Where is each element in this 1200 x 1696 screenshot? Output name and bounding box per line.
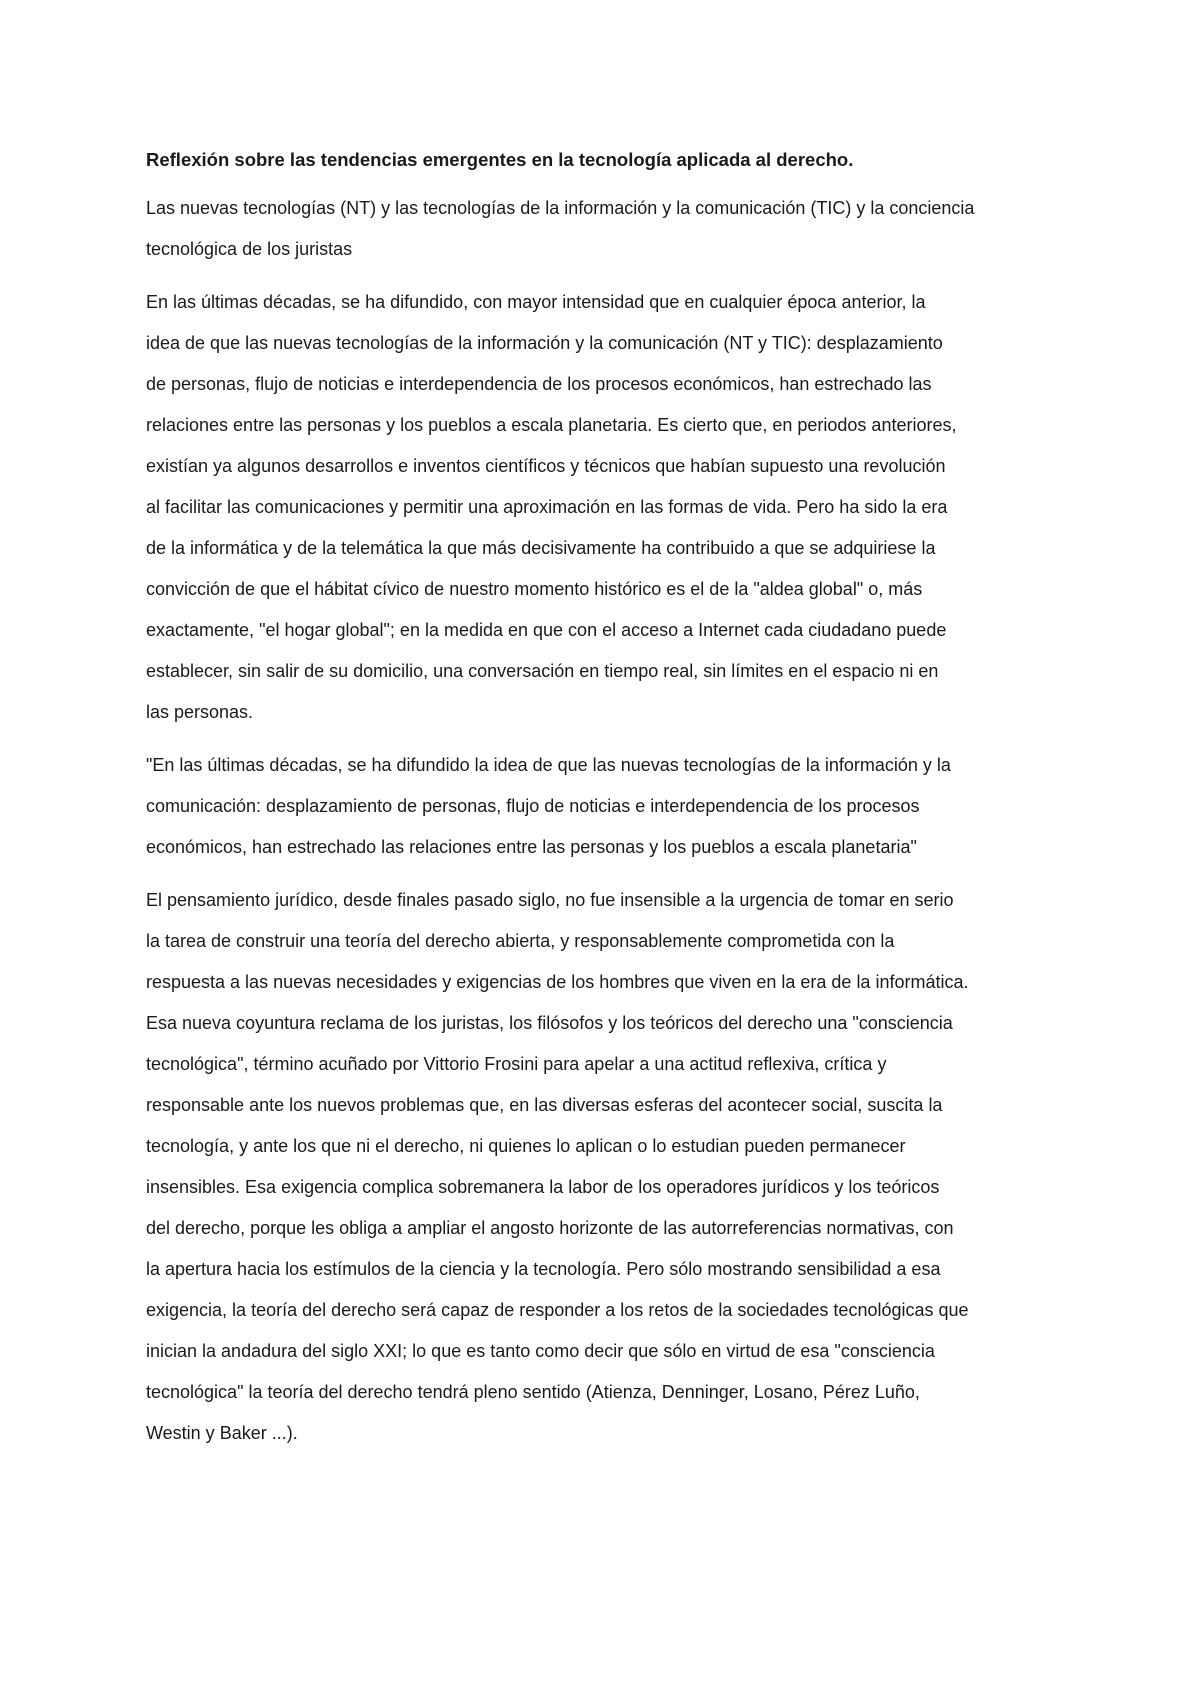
paragraph-line: de la informática y de la telemática la que más decisivamente ha contribuido a que se adquiriese la [146,538,936,558]
paragraph-line: las personas. [146,702,254,722]
paragraph-ultimas-decadas [146,282,1081,733]
paragraph-line: tecnológica de los juristas [146,239,353,259]
paragraph-line: "En las últimas décadas, se ha difundido la idea de que las nuevas tecnologías de la información y la [146,755,951,775]
paragraph-line: existían ya algunos desarrollos e inventos científicos y técnicos que habían supuesto una revolución [146,456,946,476]
paragraph-line: Westin y Baker ...). [146,1423,298,1443]
paragraph-line: tecnológica" la teoría del derecho tendrá pleno sentido (Atienza, Denninger, Losano, Pérez Luño, [146,1382,920,1402]
paragraph-line: exigencia, la teoría del derecho será capaz de responder a los retos de la sociedades tecnológicas que [146,1300,969,1320]
paragraph-line: responsable ante los nuevos problemas que, en las diversas esferas del acontecer social, suscita la [146,1095,943,1115]
paragraph-line: tecnología, y ante los que ni el derecho, ni quienes lo aplican o lo estudian pueden permanecer [146,1136,906,1156]
paragraph-line: relaciones entre las personas y los pueblos a escala planetaria. Es cierto que, en periodos anteriores, [146,415,957,435]
paragraph-quote [146,745,1081,868]
document-title: Reflexión sobre las tendencias emergentes en la tecnología aplicada al derecho. [146,149,854,170]
document-page [146,140,1081,1466]
paragraph-line: tecnológica", término acuñado por Vittorio Frosini para apelar a una actitud reflexiva, crítica y [146,1054,887,1074]
paragraph-line: de personas, flujo de noticias e interdependencia de los procesos económicos, han estrechado las [146,374,932,394]
paragraph-nt-tic-intro [146,188,1081,270]
paragraph-line: exactamente, "el hogar global"; en la medida en que con el acceso a Internet cada ciudadano puede [146,620,947,640]
paragraph-pensamiento-juridico [146,880,1081,1454]
paragraph-line: la tarea de construir una teoría del derecho abierta, y responsablemente comprometida con la [146,931,895,951]
paragraph-line: Esa nueva coyuntura reclama de los juristas, los filósofos y los teóricos del derecho una "consciencia [146,1013,953,1033]
paragraph-line: comunicación: desplazamiento de personas, flujo de noticias e interdependencia de los procesos [146,796,920,816]
paragraph-line: convicción de que el hábitat cívico de nuestro momento histórico es el de la "aldea global" o, más [146,579,923,599]
paragraph-line: al facilitar las comunicaciones y permitir una aproximación en las formas de vida. Pero ha sido la era [146,497,948,517]
paragraph-line: En las últimas décadas, se ha difundido, con mayor intensidad que en cualquier época anterior, la [146,292,926,312]
paragraph-line: establecer, sin salir de su domicilio, una conversación en tiempo real, sin límites en el espacio ni en [146,661,939,681]
paragraph-line: económicos, han estrechado las relaciones entre las personas y los pueblos a escala planetaria" [146,837,917,857]
paragraph-line: Las nuevas tecnologías (NT) y las tecnologías de la información y la comunicación (TIC) y la conciencia [146,198,975,218]
paragraph-line: del derecho, porque les obliga a ampliar el angosto horizonte de las autorreferencias normativas, con [146,1218,954,1238]
paragraph-line: El pensamiento jurídico, desde finales pasado siglo, no fue insensible a la urgencia de tomar en serio [146,890,954,910]
paragraph-line: idea de que las nuevas tecnologías de la información y la comunicación (NT y TIC): desplazamiento [146,333,943,353]
paragraph-line: insensibles. Esa exigencia complica sobremanera la labor de los operadores jurídicos y los teóricos [146,1177,940,1197]
paragraph-line: respuesta a las nuevas necesidades y exigencias de los hombres que viven en la era de la informática. [146,972,969,992]
paragraph-line: la apertura hacia los estímulos de la ciencia y la tecnología. Pero sólo mostrando sensibilidad a esa [146,1259,941,1279]
paragraph-line: inician la andadura del siglo XXI; lo que es tanto como decir que sólo en virtud de esa "consciencia [146,1341,935,1361]
